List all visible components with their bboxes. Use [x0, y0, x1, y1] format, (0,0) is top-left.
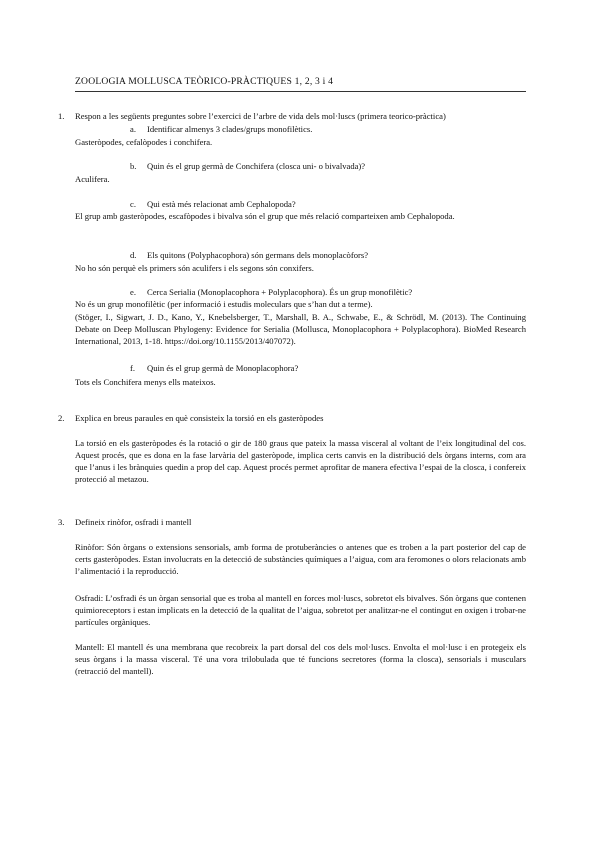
- question-1b: [130, 160, 365, 172]
- answer-1a: Gasteròpodes, cefalòpodes i conchifera.: [75, 137, 213, 147]
- question-1c: [130, 198, 296, 210]
- question-2-number: 2.: [58, 413, 65, 423]
- question-1e: [130, 286, 412, 298]
- question-3-text: Defineix rinòfor, osfradi i mantell: [75, 517, 192, 527]
- answer-1e-reference: (Stöger, I., Sigwart, J. D., Kano, Y., Knebelsberger, T., Marshall, B. A., Schwabe, E., & Schrödl, M. (2013). The Continuing Debate on Deep Molluscan Phylogeny: Evidence for Serialia (Mollusca, Monoplacophora + Polyplacophora). BioMed Research International, 2013, 1-18. https://doi.org/10.1155/2013/407072).: [75, 312, 526, 346]
- question-1b-letter: b.: [130, 161, 137, 171]
- question-1c-text: Qui està més relacionat amb Cephalopoda?: [147, 199, 296, 209]
- question-1f-letter: f.: [130, 363, 136, 373]
- question-3-number: 3.: [58, 517, 65, 527]
- question-1e-text: Cerca Serialia (Monoplacophora + Polyplacophora). És un grup monofilètic?: [147, 287, 413, 297]
- answer-3-osfradi: Osfradi: L’osfradi és un òrgan sensorial que es troba al mantell en forces mol·luscs, sobretot els bivalves. Són òrgans que contenen quimioreceptors i estan implicats en la detecció de la qualitat de l’aigua, sobretot per analitzar-ne el contingut en oxigen i trobar-ne partícules orgàniques.: [75, 593, 526, 627]
- question-1b-text: Quin és el grup germà de Conchifera (closca uni- o bivalvada)?: [147, 161, 366, 171]
- question-1-number: 1.: [58, 111, 65, 121]
- question-1-text: Respon a les següents preguntes sobre l’exercici de l’arbre de vida dels mol·luscs (primera teorico-pràctica): [75, 111, 446, 121]
- question-1a-letter: a.: [130, 124, 136, 134]
- question-1d-letter: d.: [130, 250, 137, 260]
- question-2-text: Explica en breus paraules en què consisteix la torsió en els gasteròpodes: [75, 413, 324, 423]
- answer-1d: No ho són perquè els primers són aculifers i els segons són conxifers.: [75, 263, 314, 273]
- question-1a: [130, 123, 312, 135]
- answer-2: La torsió en els gasteròpodes és la rotació o gir de 180 graus que pateix la massa visceral al voltant de l’eix longitudinal del cos. Aquest procés, que es dona en la fase larvària del gasteròpode, implica certs canvis en la distribució dels òrgans interns, com ara que l’anus i les brànquies quedin a prop del cap. Aquest procés permet aprofitar de manera efectiva l’espai de la closca, i confereix protecció al metazou.: [75, 438, 526, 484]
- answer-1b: Aculifera.: [75, 174, 110, 184]
- question-1a-text: Identificar almenys 3 clades/grups monofilètics.: [147, 124, 313, 134]
- answer-3-rinofor: Rinòfor: Són òrgans o extensions sensorials, amb forma de protuberàncies o antenes que es troben a la part posterior del cap de certs gasteròpodes. Estan involucrats en la detecció de substàncies químiques a l’aigua, com ara feromones o olors relacionats amb l’alimentació i la reproducció.: [75, 542, 526, 576]
- title-underline: [75, 91, 526, 92]
- question-1e-letter: e.: [130, 287, 136, 297]
- answer-1e: No és un grup monofilètic (per informació i estudis moleculars que s’han dut a terme).: [75, 299, 373, 309]
- answer-3-mantell: Mantell: El mantell és una membrana que recobreix la part dorsal del cos dels mol·luscs. Envolta el mol·lusc i en protegeix els seus òrgans i la massa visceral. Té una vora trilobulada que té funcions secretores (forma la closca), sensorials i musculars (retracció del mantell).: [75, 642, 526, 676]
- answer-1c: El grup amb gasteròpodes, escafòpodes i bivalva són el grup que més relació comparteixen amb Cephalopoda.: [75, 211, 455, 221]
- document-title: ZOOLOGIA MOLLUSCA TEÒRICO-PRÀCTIQUES 1, 2, 3 i 4: [75, 76, 334, 87]
- question-1c-letter: c.: [130, 199, 136, 209]
- question-1d-text: Els quitons (Polyphacophora) són germans dels monoplacòfors?: [147, 250, 369, 260]
- question-1f-text: Quin és el grup germà de Monoplacophora?: [147, 363, 299, 373]
- question-1f: [130, 362, 298, 374]
- question-1d: [130, 249, 368, 261]
- answer-1f: Tots els Conchifera menys ells mateixos.: [75, 377, 216, 387]
